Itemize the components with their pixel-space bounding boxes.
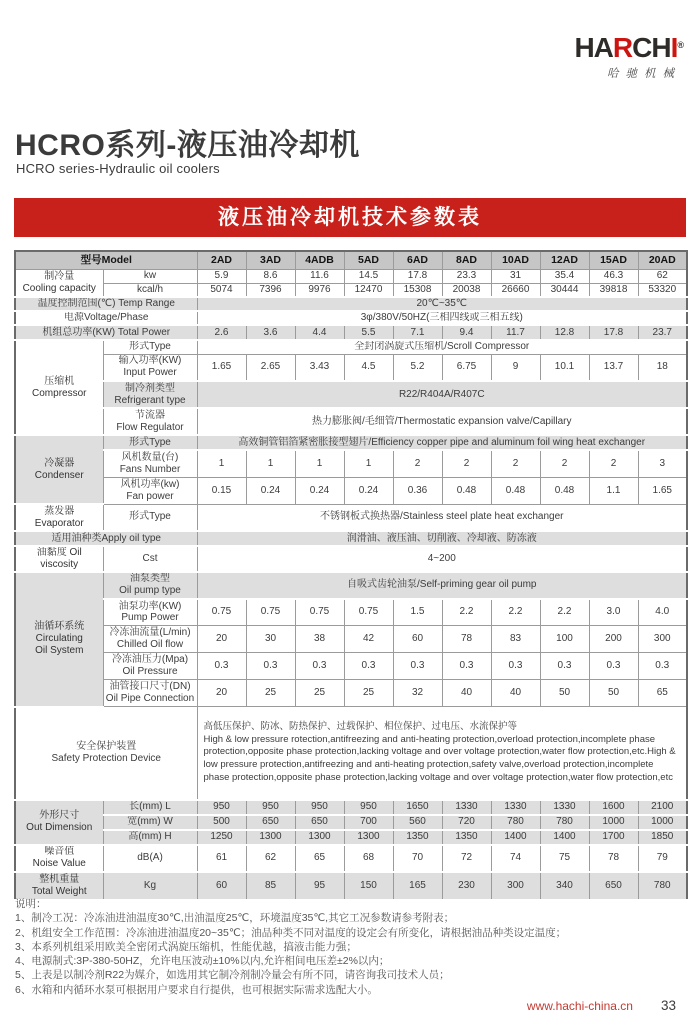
value-cell: 1 [344,450,393,477]
value-cell: 1330 [491,800,540,815]
value-cell: 300 [638,626,687,653]
model-column-header: 12AD [540,251,589,269]
row-label: Kg [103,872,197,900]
value-cell: 17.8 [589,325,638,340]
value-cell: 1300 [246,830,295,845]
value-cell: 4.0 [638,599,687,626]
value-cell: 0.36 [393,477,442,504]
model-column-header: 2AD [197,251,246,269]
row-label: 形式Type [103,504,197,531]
merged-value-cell: 高低压保护、防冰、防热保护、过载保护、相位保护、过电压、水流保护等 High & low pressure rotection,antifreezing and anti-heating protection,overload protection,incomplete phase protection,opposite phase protection,lacking voltage and over voltage protection,water flow protection,etc.High & low pressure protection,antifreezing and anti-heating protection,safety valve,overload protection,incomplete phase protection,opposite phase protection,lacking voltage and over voltage protection,water flow protection,etc [197,707,687,800]
footer-page-number: 33 [660,998,676,1013]
brand-letter-segment: HA [574,32,613,63]
merged-value-cell: 自吸式齿轮油泵/Self-priming gear oil pump [197,572,687,599]
merged-value-cell: 高效铜管铝箔紧密胀接型翅片/Efficiency copper pipe and aluminum foil wing heat exchanger [197,435,687,450]
value-cell: 25 [344,680,393,707]
value-cell: 46.3 [589,269,638,283]
value-cell: 700 [344,815,393,830]
value-cell: 3.0 [589,599,638,626]
merged-value-cell: 全封闭涡旋式压缩机/Scroll Compressor [197,340,687,354]
value-cell: 0.3 [246,653,295,680]
value-cell: 0.75 [295,599,344,626]
value-cell: 2 [393,450,442,477]
value-cell: 5.2 [393,354,442,381]
value-cell: 0.3 [393,653,442,680]
value-cell: 1330 [442,800,491,815]
merged-value-cell: 3φ/380V/50HZ(三相四线或三相五线) [197,311,687,325]
row-label: 油管接口尺寸(DN) Oil Pipe Connection [103,680,197,707]
value-cell: 23.7 [638,325,687,340]
row-label: 风机功率(kw) Fan power [103,477,197,504]
row-label: 形式Type [103,435,197,450]
value-cell: 1 [246,450,295,477]
value-cell: 720 [442,815,491,830]
row-group-label: 油黏度 Oil viscosity [15,546,103,572]
value-cell: 2.2 [442,599,491,626]
value-cell: 15308 [393,283,442,297]
value-cell: 3 [638,450,687,477]
value-cell: 70 [393,845,442,872]
row-label: 输入功率(KW) Input Power [103,354,197,381]
row-label: 长(mm) L [103,800,197,815]
value-cell: 1.65 [197,354,246,381]
value-cell: 20 [197,626,246,653]
value-cell: 950 [295,800,344,815]
value-cell: 25 [246,680,295,707]
value-cell: 1300 [344,830,393,845]
value-cell: 53320 [638,283,687,297]
model-column-header: 6AD [393,251,442,269]
value-cell: 20038 [442,283,491,297]
value-cell: 1.5 [393,599,442,626]
brand-logo [574,34,683,81]
value-cell: 1600 [589,800,638,815]
value-cell: 0.3 [638,653,687,680]
value-cell: 0.3 [589,653,638,680]
value-cell: 68 [344,845,393,872]
value-cell: 9 [491,354,540,381]
page-footer [527,998,676,1013]
value-cell: 35.4 [540,269,589,283]
row-group-label: 冷凝器 Condenser [15,435,103,504]
value-cell: 61 [197,845,246,872]
value-cell: 500 [197,815,246,830]
value-cell: 42 [344,626,393,653]
value-cell: 0.3 [491,653,540,680]
value-cell: 230 [442,872,491,900]
note-line: 6、水箱和内循环水泵可根据用户要求自行提供，也可根据实际需求选配大小。 [15,983,378,996]
value-cell: 340 [540,872,589,900]
value-cell: 1 [295,450,344,477]
value-cell: 2.2 [540,599,589,626]
row-label: 适用油种类Apply oil type [15,531,197,546]
merged-value-cell: 润滑油、液压油、切削液、冷却液、防冻液 [197,531,687,546]
value-cell: 1400 [540,830,589,845]
value-cell: 62 [246,845,295,872]
value-cell: 1300 [295,830,344,845]
value-cell: 11.7 [491,325,540,340]
value-cell: 1650 [393,800,442,815]
notes [15,897,566,997]
value-cell: 2 [589,450,638,477]
model-column-header: 3AD [246,251,295,269]
value-cell: 3.6 [246,325,295,340]
row-group-label: 油循环系统 Circulating Oil System [15,572,103,707]
model-header-label: 型号Model [15,251,197,269]
value-cell: 32 [393,680,442,707]
value-cell: 0.3 [442,653,491,680]
value-cell: 780 [491,815,540,830]
value-cell: 200 [589,626,638,653]
brand-wordmark-letters [574,32,677,63]
value-cell: 2.6 [197,325,246,340]
value-cell: 30 [246,626,295,653]
value-cell: 0.24 [344,477,393,504]
value-cell: 9.4 [442,325,491,340]
row-label: 冷冻油流量(L/min) Chilled Oil flow [103,626,197,653]
value-cell: 0.15 [197,477,246,504]
value-cell: 75 [540,845,589,872]
value-cell: 9976 [295,283,344,297]
row-label: 机组总功率(KW) Total Power [15,325,197,340]
value-cell: 650 [589,872,638,900]
value-cell: 65 [295,845,344,872]
value-cell: 78 [589,845,638,872]
row-label: kcal/h [103,283,197,297]
row-label: 宽(mm) W [103,815,197,830]
value-cell: 0.3 [197,653,246,680]
value-cell: 11.6 [295,269,344,283]
value-cell: 8.6 [246,269,295,283]
section-banner: 液压油冷却机技术参数表 [14,198,686,237]
value-cell: 38 [295,626,344,653]
value-cell: 39818 [589,283,638,297]
value-cell: 150 [344,872,393,900]
row-label: kw [103,269,197,283]
value-cell: 780 [540,815,589,830]
value-cell: 0.3 [540,653,589,680]
note-line: 1、制冷工况：冷冻油进油温度30℃,出油温度25℃，环境温度35℃,其它工况参数请参考附表； [15,912,455,925]
value-cell: 1.65 [638,477,687,504]
row-label: 安全保护装置 Safety Protection Device [15,707,197,800]
model-column-header: 8AD [442,251,491,269]
note-line: 4、电源制式:3P-380-50HZ，允许电压波动±10%以内,允许相间电压差±2%以内； [15,955,390,968]
value-cell: 79 [638,845,687,872]
value-cell: 72 [442,845,491,872]
value-cell: 0.3 [295,653,344,680]
value-cell: 50 [540,680,589,707]
row-label: 冷冻油压力(Mpa) Oil Pressure [103,653,197,680]
value-cell: 60 [393,626,442,653]
footer-website: www.hachi-china.cn [526,999,633,1013]
value-cell: 12470 [344,283,393,297]
row-label: 高(mm) H [103,830,197,845]
brand-letter-segment: I [670,32,678,63]
value-cell: 0.48 [540,477,589,504]
value-cell: 7396 [246,283,295,297]
value-cell: 14.5 [344,269,393,283]
value-cell: 10.1 [540,354,589,381]
brand-letter-segment: CH [632,32,671,63]
value-cell: 0.24 [295,477,344,504]
value-cell: 1250 [197,830,246,845]
value-cell: 0.75 [197,599,246,626]
model-column-header: 10AD [491,251,540,269]
note-line: 3、本系列机组采用欧美全密闭式涡旋压缩机，性能优越，搞液击能力强； [15,940,357,953]
row-group-label: 压缩机 Compressor [15,340,103,435]
value-cell: 0.48 [491,477,540,504]
row-group-label: 整机重量 Total Weight [15,872,103,900]
value-cell: 13.7 [589,354,638,381]
page-subtitle: HCRO series-Hydraulic oil coolers [16,161,220,176]
value-cell: 23.3 [442,269,491,283]
value-cell: 100 [540,626,589,653]
value-cell: 26660 [491,283,540,297]
value-cell: 1850 [638,830,687,845]
value-cell: 650 [295,815,344,830]
row-label: 电源Voltage/Phase [15,311,197,325]
value-cell: 30444 [540,283,589,297]
merged-value-cell: R22/R404A/R407C [197,381,687,408]
value-cell: 2 [442,450,491,477]
merged-value-cell: 4~200 [197,546,687,572]
value-cell: 25 [295,680,344,707]
row-group-label: 蒸发器 Evaporator [15,504,103,531]
brand-letter-segment: R [612,32,633,63]
value-cell: 780 [638,872,687,900]
value-cell: 78 [442,626,491,653]
value-cell: 2 [540,450,589,477]
row-group-label: 外形尺寸 Out Dimension [15,800,103,845]
value-cell: 2.65 [246,354,295,381]
value-cell: 5.9 [197,269,246,283]
value-cell: 650 [246,815,295,830]
value-cell: 18 [638,354,687,381]
page-title: HCRO系列-液压油冷却机 [15,129,360,162]
model-column-header: 4ADB [295,251,344,269]
value-cell: 1350 [393,830,442,845]
row-label: 油泵类型 Oil pump type [103,572,197,599]
value-cell: 17.8 [393,269,442,283]
value-cell: 1.1 [589,477,638,504]
value-cell: 950 [344,800,393,815]
value-cell: 4.5 [344,354,393,381]
value-cell: 1000 [589,815,638,830]
value-cell: 31 [491,269,540,283]
value-cell: 0.75 [344,599,393,626]
row-label: 温度控制范围(℃) Temp Range [15,297,197,311]
value-cell: 950 [246,800,295,815]
value-cell: 0.75 [246,599,295,626]
value-cell: 1000 [638,815,687,830]
brand-wordmark [574,34,683,62]
merged-value-cell: 热力膨胀阀/毛细管/Thermostatic expansion valve/Capillary [197,408,687,435]
merged-value-cell: 不锈钢板式换热器/Stainless steel plate heat exchanger [197,504,687,531]
value-cell: 5.5 [344,325,393,340]
value-cell: 2 [491,450,540,477]
value-cell: 950 [197,800,246,815]
value-cell: 12.8 [540,325,589,340]
model-column-header: 20AD [638,251,687,269]
value-cell: 0.3 [344,653,393,680]
value-cell: 165 [393,872,442,900]
value-cell: 50 [589,680,638,707]
value-cell: 6.75 [442,354,491,381]
value-cell: 60 [197,872,246,900]
value-cell: 40 [442,680,491,707]
row-label: 制冷剂类型 Refrigerant type [103,381,197,408]
value-cell: 4.4 [295,325,344,340]
value-cell: 40 [491,680,540,707]
note-line: 5、上表是以制冷剂R22为媒介，如选用其它制冷剂制冷量会有所不同，请咨询我司技术人员； [15,969,450,982]
value-cell: 20 [197,680,246,707]
spec-table [14,250,688,901]
value-cell: 2100 [638,800,687,815]
row-label: 风机数量(台) Fans Number [103,450,197,477]
row-label: 形式Type [103,340,197,354]
value-cell: 1400 [491,830,540,845]
value-cell: 5074 [197,283,246,297]
row-group-label: 噪音值 Noise Value [15,845,103,872]
brand-chinese-name: 哈驰机械 [607,68,681,80]
value-cell: 0.24 [246,477,295,504]
value-cell: 7.1 [393,325,442,340]
row-label: 节流器 Flow Regulator [103,408,197,435]
value-cell: 560 [393,815,442,830]
row-label: Cst [103,546,197,572]
value-cell: 95 [295,872,344,900]
row-group-label: 制冷量 Cooling capacity [15,269,103,297]
value-cell: 2.2 [491,599,540,626]
value-cell: 85 [246,872,295,900]
value-cell: 62 [638,269,687,283]
value-cell: 1 [197,450,246,477]
value-cell: 65 [638,680,687,707]
value-cell: 300 [491,872,540,900]
model-column-header: 15AD [589,251,638,269]
model-column-header: 5AD [344,251,393,269]
registered-trademark-icon: ® [677,40,683,50]
row-label: dB(A) [103,845,197,872]
notes-heading: 说明： [15,898,47,910]
value-cell: 83 [491,626,540,653]
row-label: 油泵功率(KW) Pump Power [103,599,197,626]
value-cell: 74 [491,845,540,872]
value-cell: 0.48 [442,477,491,504]
value-cell: 1350 [442,830,491,845]
value-cell: 1700 [589,830,638,845]
note-line: 2、机组安全工作范围：冷冻油进油温度20~35℃；油品种类不同对温度的设定会有所变化，请根据油品种类设定温度； [15,926,567,939]
notes-items [15,911,566,997]
value-cell: 3.43 [295,354,344,381]
merged-value-cell: 20℃~35℃ [197,297,687,311]
value-cell: 1330 [540,800,589,815]
